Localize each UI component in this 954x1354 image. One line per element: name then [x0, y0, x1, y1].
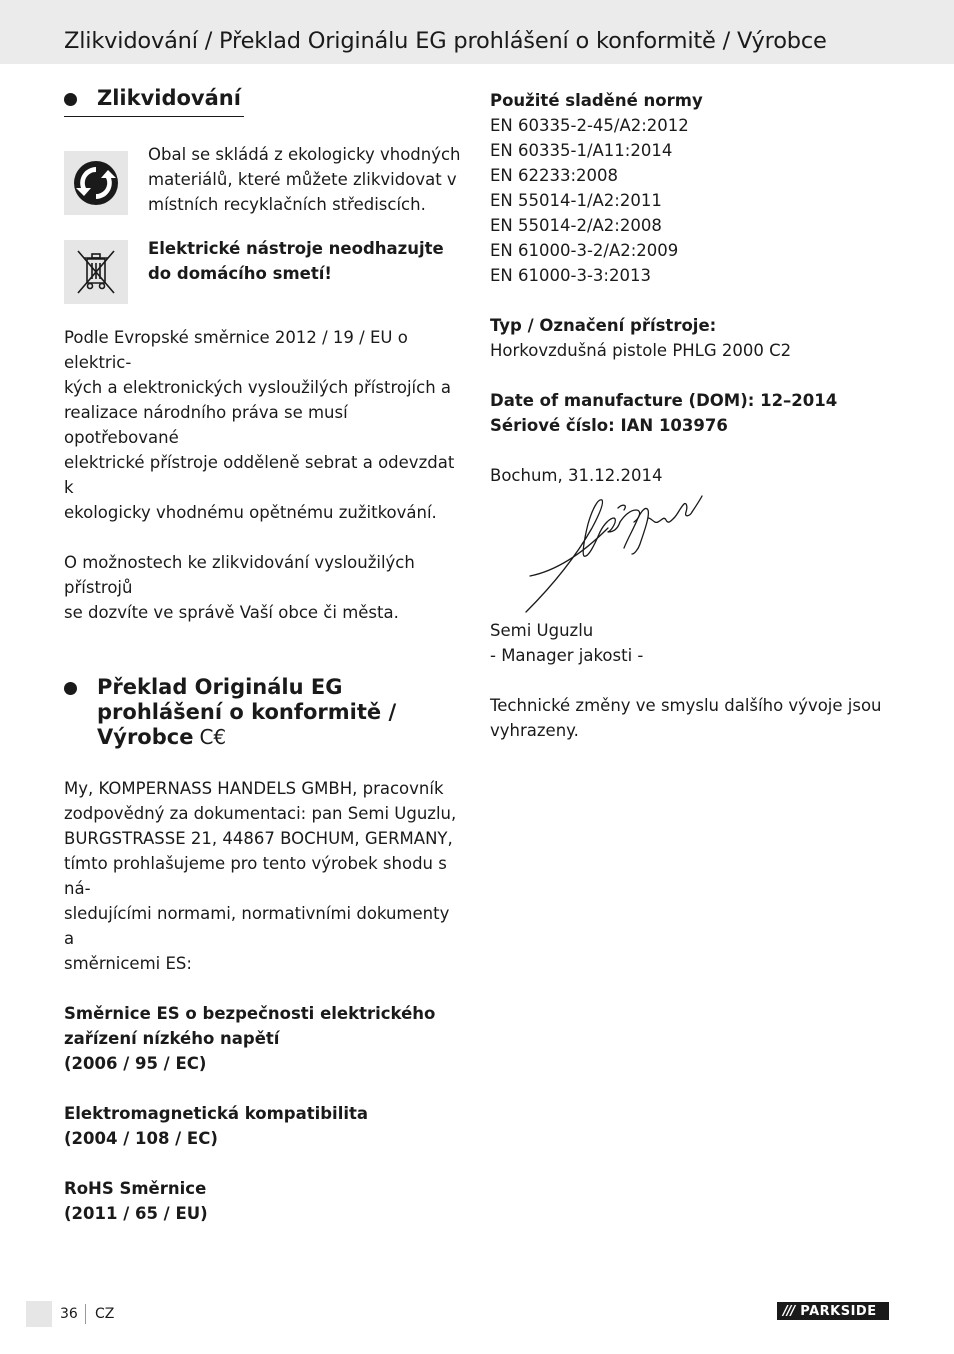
- text-line: BURGSTRASSE 21, 44867 BOCHUM, GERMANY,: [64, 829, 453, 848]
- options-paragraph: [64, 550, 464, 625]
- packaging-line: Obal se skládá z ekologicky vhodných: [148, 145, 461, 164]
- text-line: sledujícími normami, normativními dokumenty a: [64, 904, 450, 948]
- text-line: elektrické přístroje odděleně sebrat a odevzdat k: [64, 453, 455, 497]
- dom-line: Date of manufacture (DOM): 12–2014: [490, 391, 838, 410]
- standards-list: [490, 113, 890, 288]
- directive-line: zařízení nízkého napětí: [64, 1029, 280, 1048]
- bullet-icon: [64, 93, 77, 106]
- standard-item: EN 61000-3-2/A2:2009: [490, 241, 679, 260]
- place-date: Bochum, 31.12.2014: [490, 466, 663, 485]
- signer-role: - Manager jakosti -: [490, 646, 644, 665]
- directive-line: (2004 / 108 / EC): [64, 1129, 218, 1148]
- packaging-line: materiálů, které můžete zlikvidovat v: [148, 170, 457, 189]
- crossed-bin-icon: [64, 240, 128, 304]
- directive-block-emc: [64, 1101, 464, 1151]
- directive-block-rohs: [64, 1176, 464, 1226]
- directive-line: Elektromagnetická kompatibilita: [64, 1104, 369, 1123]
- text-line: se dozvíte ve správě Vaší obce či města.: [64, 603, 399, 622]
- standard-item: EN 62233:2008: [490, 166, 619, 185]
- text-line: My, KOMPERNASS HANDELS GMBH, pracovník: [64, 779, 444, 798]
- brand-slashes-icon: ///: [783, 1303, 795, 1319]
- standard-item: EN 61000-3-3:2013: [490, 266, 651, 285]
- footer-marker: [26, 1301, 52, 1327]
- packaging-line: místních recyklačních střediscích.: [148, 195, 426, 214]
- brand-logo: [777, 1302, 889, 1320]
- directive-paragraph: [64, 325, 464, 525]
- language-code: CZ: [95, 1306, 115, 1322]
- right-column: [490, 88, 890, 743]
- brand-name: PARKSIDE: [800, 1303, 877, 1319]
- type-value: Horkovzdušná pistole PHLG 2000 C2: [490, 341, 792, 360]
- signer-name: Semi Uguzlu: [490, 621, 594, 640]
- weee-line: Elektrické nástroje neodhazujte: [148, 239, 444, 258]
- directive-line: (2011 / 65 / EU): [64, 1204, 208, 1223]
- type-label: Typ / Označení přístroje:: [490, 316, 717, 335]
- directive-line: (2006 / 95 / EC): [64, 1054, 207, 1073]
- disposal-heading: [64, 86, 244, 117]
- text-line: Technické změny ve smyslu dalšího vývoje jsou: [490, 696, 882, 715]
- standard-item: EN 60335-2-45/A2:2012: [490, 116, 689, 135]
- packaging-row: [64, 141, 464, 229]
- page-title: Zlikvidování / Překlad Originálu EG prohlášení o konformitě / Výrobce: [64, 28, 827, 54]
- changes-note: [490, 693, 890, 743]
- declaration-heading-line: prohlášení o konformitě /: [97, 700, 397, 724]
- declaration-heading: [64, 675, 464, 750]
- directive-line: Směrnice ES o bezpečnosti elektrického: [64, 1004, 436, 1023]
- declaration-heading-line: Výrobce: [97, 725, 194, 749]
- left-column: [64, 82, 464, 1226]
- text-line: O možnostech ke zlikvidování vysloužilých přístrojů: [64, 553, 415, 597]
- packaging-text: [148, 142, 461, 217]
- text-line: zodpovědný za dokumentaci: pan Semi Uguzlu,: [64, 804, 457, 823]
- ce-mark-icon: C€: [199, 725, 227, 749]
- page-number: 36: [60, 1306, 78, 1322]
- weee-row: [64, 229, 464, 325]
- serial-line: Sériové číslo: IAN 103976: [490, 416, 728, 435]
- standards-heading: Použité sladěné normy: [490, 91, 703, 110]
- recycle-icon: [64, 151, 128, 215]
- standard-item: EN 60335-1/A11:2014: [490, 141, 673, 160]
- weee-line: do domácího smetí!: [148, 264, 332, 283]
- signature-icon: [520, 488, 740, 618]
- directive-block-lvd: [64, 1001, 464, 1076]
- text-line: kých a elektronických vysloužilých přístrojích a: [64, 378, 452, 397]
- standard-item: EN 55014-1/A2:2011: [490, 191, 662, 210]
- text-line: směrnicemi ES:: [64, 954, 192, 973]
- text-line: Podle Evropské směrnice 2012 / 19 / EU o elektric-: [64, 328, 408, 372]
- standard-item: EN 55014-2/A2:2008: [490, 216, 662, 235]
- text-line: realizace národního práva se musí opotřebované: [64, 403, 348, 447]
- footer-divider: [85, 1304, 86, 1324]
- text-line: ekologicky vhodnému opětnému zužitkování.: [64, 503, 437, 522]
- declaration-intro: [64, 776, 464, 976]
- weee-warning: [148, 236, 444, 286]
- declaration-heading-line: Překlad Originálu EG: [97, 675, 343, 699]
- text-line: tímto prohlašujeme pro tento výrobek shodu s ná-: [64, 854, 447, 898]
- text-line: vyhrazeny.: [490, 721, 579, 740]
- directive-line: RoHS Směrnice: [64, 1179, 207, 1198]
- disposal-heading-text: Zlikvidování: [97, 86, 241, 110]
- bullet-icon: [64, 682, 77, 695]
